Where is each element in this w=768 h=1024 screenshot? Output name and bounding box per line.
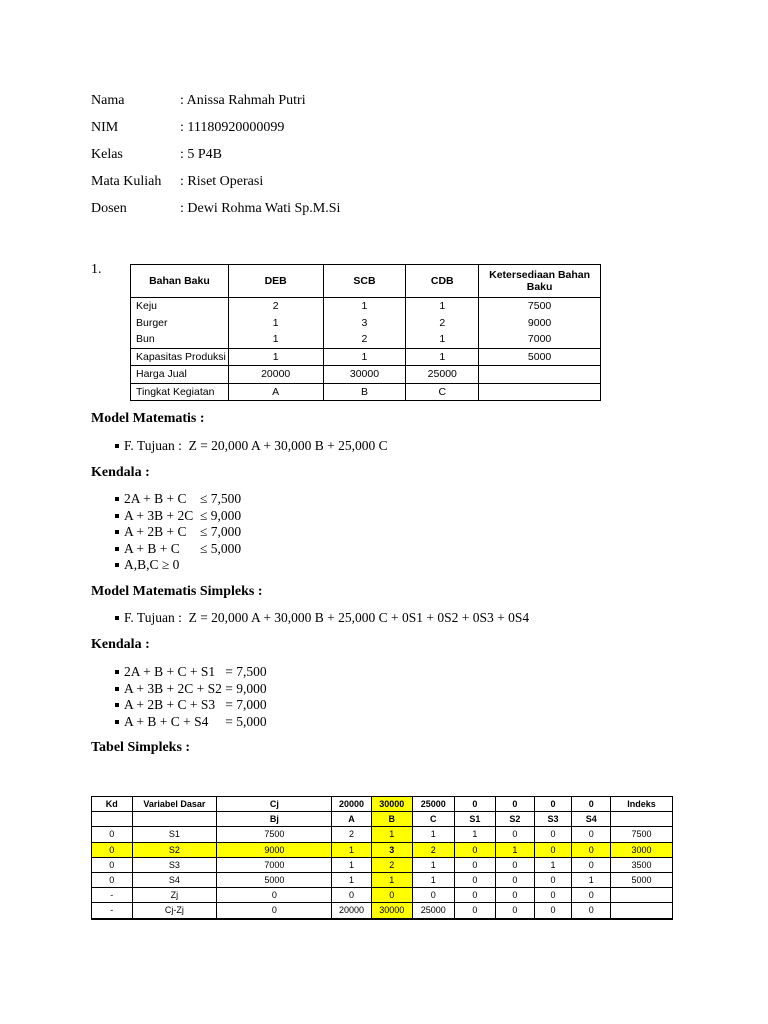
table-cell: 0 — [371, 888, 412, 903]
table-cell: 20000 — [332, 903, 371, 919]
table-cell: 2 — [406, 315, 479, 332]
table-cell: 0 — [572, 797, 611, 812]
table-cell: 7500 — [479, 298, 601, 315]
simplex-constraint-list — [91, 664, 267, 730]
table-cell: 7000 — [479, 331, 601, 348]
table-cell: 1 — [496, 842, 535, 857]
table-cell: S3 — [534, 812, 572, 827]
simplex-table — [91, 796, 673, 920]
table-cell: Cj — [217, 797, 332, 812]
table-cell: B — [323, 383, 406, 401]
table-cell: Kapasitas Produksi — [131, 348, 229, 366]
table-row — [131, 348, 601, 366]
table-cell: 1 — [371, 872, 412, 887]
table-cell: 1 — [454, 827, 495, 842]
raw-material-table — [130, 264, 601, 401]
constraint-item: A + B + C + S4 = 5,000 — [91, 714, 267, 731]
table-row — [92, 827, 673, 842]
table-cell: 2 — [332, 827, 371, 842]
table-cell: 0 — [572, 827, 611, 842]
constraint-item: A + 3B + 2C ≤ 9,000 — [91, 508, 241, 525]
table-cell: A — [332, 812, 371, 827]
table-cell: 20000 — [332, 797, 371, 812]
table-cell: 1 — [323, 298, 406, 315]
table-cell: 9000 — [479, 315, 601, 332]
table-cell: 1 — [406, 348, 479, 366]
table-cell: 5000 — [217, 872, 332, 887]
table-cell: 0 — [572, 903, 611, 919]
table-cell: 0 — [534, 797, 572, 812]
constraint-item: A + 2B + C + S3 = 7,000 — [91, 697, 267, 714]
table-cell: 2 — [323, 331, 406, 348]
table-cell: 25000 — [412, 797, 454, 812]
constraint-item: A + B + C ≤ 5,000 — [91, 541, 241, 558]
table-cell: 0 — [534, 903, 572, 919]
table-cell: 30000 — [371, 797, 412, 812]
table-cell: 0 — [496, 888, 535, 903]
table-cell: - — [92, 888, 133, 903]
info-value: : Dewi Rohma Wati Sp.M.Si — [180, 201, 341, 216]
info-value: : 11180920000099 — [180, 120, 285, 135]
table-cell: Bj — [217, 812, 332, 827]
table-cell: 0 — [454, 888, 495, 903]
table-cell — [611, 903, 673, 919]
info-value: : Riset Operasi — [180, 174, 264, 189]
table-cell: 0 — [496, 857, 535, 872]
table-cell: 0 — [412, 888, 454, 903]
table-cell — [479, 383, 601, 401]
table-cell: 2 — [228, 298, 323, 315]
table-cell: Kd — [92, 797, 133, 812]
info-label: Mata Kuliah — [91, 174, 162, 189]
table-cell: 0 — [92, 842, 133, 857]
constraint-item: A + 3B + 2C + S2 = 9,000 — [91, 681, 267, 698]
table-row — [92, 903, 673, 919]
table-cell: 7000 — [217, 857, 332, 872]
table-cell: 1 — [412, 872, 454, 887]
table-cell: S2 — [496, 812, 535, 827]
table-cell: 3 — [323, 315, 406, 332]
simplex-header-row — [92, 812, 673, 827]
constraint-item: A + 2B + C ≤ 7,000 — [91, 524, 241, 541]
table-cell: 1 — [534, 857, 572, 872]
table-row — [92, 888, 673, 903]
table-header-cell: SCB — [323, 265, 406, 298]
table-cell: 0 — [496, 872, 535, 887]
table-cell: Cj-Zj — [132, 903, 217, 919]
table-cell: 0 — [92, 827, 133, 842]
table-cell: 0 — [92, 857, 133, 872]
table-cell: 0 — [534, 842, 572, 857]
table-cell: Zj — [132, 888, 217, 903]
table-cell: 1 — [332, 842, 371, 857]
table-cell: 0 — [496, 797, 535, 812]
table-row — [131, 315, 601, 332]
table-cell: Harga Jual — [131, 366, 229, 384]
table-cell: 30000 — [323, 366, 406, 384]
table-cell: Variabel Dasar — [132, 797, 217, 812]
table-cell: 0 — [534, 888, 572, 903]
table-header-cell: DEB — [228, 265, 323, 298]
table-row — [92, 857, 673, 872]
constraint-item: A,B,C ≥ 0 — [91, 557, 241, 574]
table-cell: Indeks — [611, 797, 673, 812]
table-cell: 0 — [572, 888, 611, 903]
table-cell: - — [92, 903, 133, 919]
table-row — [131, 366, 601, 384]
pivot-row — [92, 842, 673, 857]
table-cell: 0 — [454, 797, 495, 812]
table-cell — [92, 812, 133, 827]
constraint-list — [91, 491, 241, 574]
table-row — [131, 331, 601, 348]
objective-list — [91, 438, 388, 455]
table-cell: S1 — [132, 827, 217, 842]
section-heading-simplex-constraints: Kendala : — [91, 637, 150, 652]
table-cell: 1 — [228, 348, 323, 366]
table-cell: 1 — [572, 872, 611, 887]
table-cell: C — [406, 383, 479, 401]
section-heading-constraints: Kendala : — [91, 465, 150, 480]
table-cell: 0 — [534, 872, 572, 887]
table-cell: 0 — [217, 903, 332, 919]
table-cell: S1 — [454, 812, 495, 827]
table-header-row — [131, 265, 601, 298]
table-cell: 0 — [496, 827, 535, 842]
table-cell — [132, 812, 217, 827]
table-cell: 0 — [454, 842, 495, 857]
table-cell: 0 — [572, 842, 611, 857]
table-cell: B — [371, 812, 412, 827]
table-cell: C — [412, 812, 454, 827]
simplex-objective-list — [91, 610, 529, 627]
constraint-item: 2A + B + C ≤ 7,500 — [91, 491, 241, 508]
table-cell: 20000 — [228, 366, 323, 384]
info-value: : 5 P4B — [180, 147, 223, 162]
table-cell: 1 — [228, 331, 323, 348]
table-cell: 1 — [412, 857, 454, 872]
table-cell: S4 — [132, 872, 217, 887]
info-label: Nama — [91, 93, 125, 108]
table-cell — [479, 366, 601, 384]
simplex-header-row — [92, 797, 673, 812]
table-cell: 1 — [332, 872, 371, 887]
table-cell: Burger — [131, 315, 229, 332]
table-cell: S4 — [572, 812, 611, 827]
table-cell: 1 — [323, 348, 406, 366]
table-row — [131, 383, 601, 401]
table-cell: 0 — [496, 903, 535, 919]
table-cell: 2 — [371, 857, 412, 872]
table-cell: 30000 — [371, 903, 412, 919]
table-cell: 1 — [228, 315, 323, 332]
table-cell: 1 — [371, 827, 412, 842]
table-header-cell: Bahan Baku — [131, 265, 229, 298]
objective-item: F. Tujuan : Z = 20,000 A + 30,000 B + 25,000 C + 0S1 + 0S2 + 0S3 + 0S4 — [91, 610, 529, 627]
table-cell: Bun — [131, 331, 229, 348]
table-cell — [611, 888, 673, 903]
section-heading-model: Model Matematis : — [91, 411, 205, 426]
table-cell: 3000 — [611, 842, 673, 857]
table-cell: 5000 — [479, 348, 601, 366]
table-cell: 0 — [454, 857, 495, 872]
table-cell: 1 — [412, 827, 454, 842]
info-value: : Anissa Rahmah Putri — [180, 93, 306, 108]
section-heading-simplex-table: Tabel Simpleks : — [91, 740, 191, 755]
table-cell: Tingkat Kegiatan — [131, 383, 229, 401]
table-cell: 1 — [406, 298, 479, 315]
table-cell: Keju — [131, 298, 229, 315]
pivot-element-cell: 3 — [371, 842, 412, 857]
section-heading-simplex-model: Model Matematis Simpleks : — [91, 584, 263, 599]
table-header-cell: Ketersediaan Bahan Baku — [479, 265, 601, 298]
table-cell: 1 — [332, 857, 371, 872]
table-cell: A — [228, 383, 323, 401]
info-label: Dosen — [91, 201, 127, 216]
table-cell: 25000 — [406, 366, 479, 384]
table-cell: 3500 — [611, 857, 673, 872]
table-cell: 5000 — [611, 872, 673, 887]
table-cell: 25000 — [412, 903, 454, 919]
table-cell: S2 — [132, 842, 217, 857]
table-cell: 9000 — [217, 842, 332, 857]
table-cell: 7500 — [217, 827, 332, 842]
table-cell: 0 — [572, 857, 611, 872]
problem-number: 1. — [91, 262, 102, 277]
table-cell: 0 — [217, 888, 332, 903]
info-label: NIM — [91, 120, 119, 135]
objective-item: F. Tujuan : Z = 20,000 A + 30,000 B + 25,000 C — [91, 438, 388, 455]
table-cell: S3 — [132, 857, 217, 872]
table-cell: 0 — [534, 827, 572, 842]
table-cell: 1 — [406, 331, 479, 348]
table-cell: 2 — [412, 842, 454, 857]
table-cell: 0 — [92, 872, 133, 887]
table-cell: 0 — [332, 888, 371, 903]
table-cell: 0 — [454, 903, 495, 919]
table-row — [92, 872, 673, 887]
constraint-item: 2A + B + C + S1 = 7,500 — [91, 664, 267, 681]
table-header-cell: CDB — [406, 265, 479, 298]
info-label: Kelas — [91, 147, 123, 162]
table-cell — [611, 812, 673, 827]
table-cell: 7500 — [611, 827, 673, 842]
table-row — [131, 298, 601, 315]
table-cell: 0 — [454, 872, 495, 887]
